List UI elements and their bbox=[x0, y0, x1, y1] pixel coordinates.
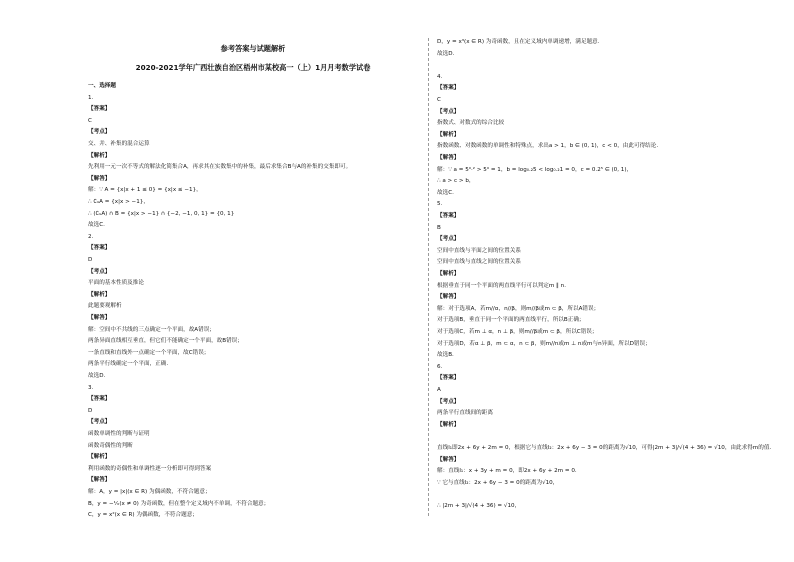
text-line: 此题要观解析 bbox=[88, 303, 122, 310]
text-line: 【解答】 bbox=[88, 477, 111, 484]
text-line: 解：空间中不共线的三点确定一个平面，故A错误； bbox=[88, 326, 215, 333]
text-line: 空间中直线与平面之间的位置关系 bbox=[437, 247, 521, 254]
text-line: 两条异面直线相互垂直，但它们不能确定一个平面，故B错误； bbox=[88, 338, 243, 345]
text-line: 【解析】 bbox=[437, 421, 460, 428]
text-line: 【考点】 bbox=[88, 268, 111, 275]
text-line: 【答案】 bbox=[437, 213, 460, 219]
text-line: C，y = x²(x ∈ R) 为偶函数，不符合题意； bbox=[88, 512, 198, 519]
text-line: C bbox=[88, 117, 92, 124]
text-line: 指数式、对数式的综合比较 bbox=[437, 120, 505, 127]
text-line: 【解析】 bbox=[88, 454, 111, 461]
text-line: 【解析】 bbox=[88, 152, 111, 159]
text-line: 【答案】 bbox=[437, 85, 460, 92]
text-line: 【考点】 bbox=[437, 398, 460, 405]
text-line: 解：对于选项A，若m//α，n//β，则m//β或m ⊂ β，所以A错误； bbox=[437, 305, 600, 312]
text-line: 一、选择题 bbox=[88, 83, 116, 89]
text-line: 【解答】 bbox=[88, 175, 111, 182]
exam-title: 2020-2021学年广西壮族自治区梧州市某校高一（上）1月月考数学试卷 bbox=[135, 63, 371, 72]
text-line: 解：A，y = |x|(x ∈ R) 为偶函数，不符合题意； bbox=[88, 489, 211, 495]
text-line: 函数单调性的判断与证明 bbox=[88, 431, 150, 437]
text-line: 4. bbox=[437, 73, 443, 80]
text-line: 直线l₁即2x + 6y + 2m = 0，根据它与直线l₂：2x + 6y − 3 = 0的距离为√10，可得|2m + 3|/√(4 + 36) = √10，由此求得m的值. bbox=[437, 445, 772, 451]
text-line: 对于选项D，若α ⊥ β，m ⊂ α，n ⊂ β，则m//n或m ⊥ n或m与n异面，所以D错误； bbox=[437, 340, 651, 347]
text-line: 两条平行线确定一个平面，正确. bbox=[88, 361, 169, 368]
text-line: 【考点】 bbox=[437, 108, 460, 115]
text-line: 【解答】 bbox=[437, 155, 460, 161]
text-line: 【答案】 bbox=[88, 245, 111, 252]
text-line: 平面的基本性质及推论 bbox=[88, 280, 144, 287]
text-line: 先利用一元一次不等式的解法化简集合A，再求其在实数集中的补集，最后求集合B与A的补集的交集即可。 bbox=[88, 164, 352, 171]
text-line: ∴ (∁ᵤA) ∩ B = {x|x > −1} ∩ {−2, −1, 0, 1} = {0, 1} bbox=[88, 210, 235, 217]
text-line: 【答案】 bbox=[88, 396, 111, 403]
text-line: 【解析】 bbox=[88, 291, 111, 298]
text-line: ∵ 它与直线l₂：2x + 6y − 3 = 0的距离为√10， bbox=[437, 479, 559, 486]
text-line: C bbox=[437, 97, 441, 103]
text-line: 空间中直线与直线之间的位置关系 bbox=[437, 259, 521, 266]
text-line: 【考点】 bbox=[88, 129, 111, 136]
answer-title: 参考答案与试题解析 bbox=[220, 44, 286, 53]
text-line: 解：直线l₁：x + 3y + m = 0，即2x + 6y + 2m = 0. bbox=[437, 468, 577, 475]
text-line: D，y = x³(x ∈ R) 为奇函数，且在定义域内单调递增，满足题意. bbox=[437, 39, 600, 45]
text-line: 故选B. bbox=[437, 352, 454, 359]
text-line: 3. bbox=[88, 384, 94, 391]
text-line: D bbox=[88, 257, 93, 263]
text-line: 一条直线和直线外一点确定一个平面，故C错误； bbox=[88, 349, 210, 356]
text-line: B bbox=[437, 224, 441, 231]
text-line: 对于选项B，垂直于同一个平面的两直线平行，所以B正确； bbox=[437, 317, 585, 324]
text-line: 故选C. bbox=[88, 222, 105, 229]
text-line: 【解答】 bbox=[437, 456, 460, 463]
text-line: ∴ ∁ᵤA = {x|x > −1}， bbox=[88, 199, 149, 205]
text-line: 函数奇偶性的判断 bbox=[88, 442, 133, 449]
text-line: 解：∵ A = {x|x + 1 ≤ 0} = {x|x ≤ −1}， bbox=[88, 187, 202, 194]
text-line: 故选D. bbox=[437, 50, 455, 57]
text-line: ∴ a > c > b， bbox=[437, 178, 475, 185]
text-line: 2. bbox=[88, 233, 94, 240]
text-line: 指数函数、对数函数的单调性和特殊点，求出a > 1，b ∈ (0, 1)，c < 0，由此可得结论. bbox=[437, 143, 659, 150]
text-line: 解：∵ a = 5⁰·² > 5⁰ = 1，b = log₀.₂5 < log₀.₂1 = 0，c = 0.2⁵ ∈ (0, 1)， bbox=[437, 166, 633, 173]
text-line: 【解析】 bbox=[437, 131, 460, 138]
text-line: D bbox=[88, 407, 93, 414]
text-line: 6. bbox=[437, 363, 443, 370]
text-line: 【解析】 bbox=[437, 271, 460, 277]
text-line: 【解答】 bbox=[437, 294, 460, 301]
text-line: 交、并、补集的混合运算 bbox=[88, 141, 150, 147]
text-line: 【考点】 bbox=[88, 419, 111, 426]
text-line: ∴ |2m + 3|/√(4 + 36) = √10， bbox=[437, 503, 521, 509]
text-line: 1. bbox=[88, 94, 94, 101]
text-line: 两条平行直线间的距离 bbox=[437, 410, 493, 417]
text-line: 根据垂直于同一个平面的两直线平行可以判定m ∥ n. bbox=[437, 282, 567, 289]
text-line: 【答案】 bbox=[88, 106, 111, 113]
text-line: 【考点】 bbox=[437, 236, 460, 243]
text-line: 5. bbox=[437, 201, 443, 208]
text-line: B，y = −¹⁄ₓ(x ≠ 0) 为奇函数，但在整个定义域内不单调，不符合题意； bbox=[88, 500, 270, 507]
text-line: 【解答】 bbox=[88, 315, 111, 321]
text-line: 对于选项C，若m ⊥ α，n ⊥ β，则m//β或m ⊂ β，所以C错误； bbox=[437, 329, 598, 335]
text-line: 利用函数的奇偶性和单调性逐一分析即可得到答案 bbox=[88, 465, 212, 472]
text-line: 故选C. bbox=[437, 189, 454, 196]
text-line: 【答案】 bbox=[437, 375, 460, 382]
text-line: 故选D. bbox=[88, 373, 106, 379]
column-divider bbox=[428, 38, 429, 516]
text-line: A bbox=[437, 387, 441, 393]
